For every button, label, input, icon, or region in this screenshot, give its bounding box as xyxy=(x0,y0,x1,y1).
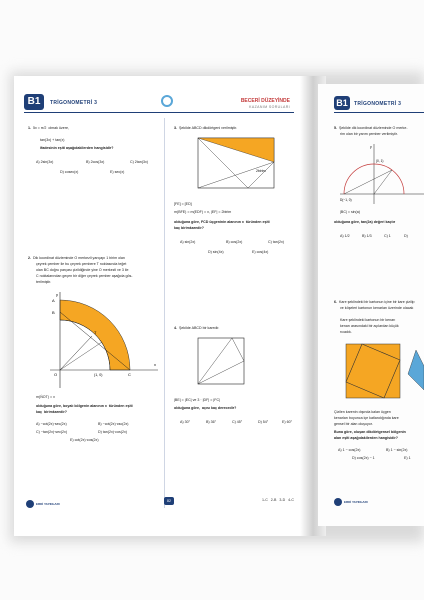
q2-line-3: olan BC doğru parçası çizildiğinde yine O merkezli ve 3 ile xyxy=(36,268,129,272)
q3-question-2: kaç birimkaredir? xyxy=(174,226,204,230)
q2-label-b: B xyxy=(52,310,55,315)
q2-figure xyxy=(40,292,160,388)
q5-option-a[interactable]: A) 1/2 xyxy=(340,234,350,238)
q5-label-left: D(−1, 0) xyxy=(340,198,352,202)
q5-figure xyxy=(340,144,424,204)
q4-option-e[interactable]: E) 60° xyxy=(282,420,293,424)
column-separator xyxy=(164,118,165,508)
publisher-icon xyxy=(26,500,34,508)
q2-radius-ot xyxy=(60,336,92,370)
q3-option-e[interactable]: E) cos(4x) xyxy=(252,250,269,254)
q1-question: ifadesinin eşiti aşağıdakilerden hangisidir? xyxy=(40,146,114,150)
q4-option-b[interactable]: B) 36° xyxy=(206,420,217,424)
q5-option-c[interactable]: C) 1 xyxy=(384,234,391,238)
q3-shaded-triangle xyxy=(198,138,274,162)
q6-text: 6. Kare şeklindeki bir kartonun içine bir kare çizilip xyxy=(334,300,415,304)
q6-footer-1: Çizilen karenin dışında kalan üçgen xyxy=(334,410,391,414)
publisher-name: ERDİ YAYINLARI xyxy=(36,502,60,506)
q5-option-d[interactable]: D) xyxy=(404,234,408,238)
q6-option-d[interactable]: D) cos(2x) − 1 xyxy=(352,456,375,460)
q3-figure xyxy=(196,136,280,192)
q6-line-4: Kare şeklindeki kartonun bir kenarı xyxy=(340,318,396,322)
q2-shaded-region xyxy=(60,300,130,370)
q2-option-d[interactable]: D) tan(2x)·cos(2x) xyxy=(98,430,127,434)
q2-label-o: O xyxy=(54,372,58,377)
q3-condition-1: [FE] = [ED] xyxy=(174,202,192,206)
q5-text: 5. Şekilde dik koordinat düzleminde O merke- xyxy=(334,126,408,130)
right-topic-title: TRİGONOMETRİ 3 xyxy=(354,101,402,107)
q1-text: 1. 5x = π/2 olmak üzere, xyxy=(28,126,69,130)
q4-condition: |BE| = |EC| ve 3 · |DF| = |FC| xyxy=(174,398,221,402)
q2-question-1: olduğuna göre, boyalı bölgenin alanının x türünden eşiti xyxy=(36,404,133,408)
q6-folded-shape xyxy=(408,350,424,390)
q1-option-a[interactable]: A) 2sin(3x) xyxy=(36,160,54,164)
q6-figure xyxy=(344,340,424,400)
q3-option-a[interactable]: A) sin(2x) xyxy=(180,240,196,244)
q3-option-b[interactable]: B) cos(2x) xyxy=(226,240,243,244)
q2-line-5: terilmiştir. xyxy=(36,280,52,284)
topic-title: TRİGONOMETRİ 3 xyxy=(50,100,98,106)
q4-text: 4. Şekilde ABCD bir karedir. xyxy=(174,326,220,330)
q2-text: 2. Dik koordinat düzleminde O merkezli yarıçapı 1 birim olan xyxy=(28,256,125,260)
q6-footer-2: kenarları boyunca içe katlandığında kare xyxy=(334,416,399,420)
q1-option-e[interactable]: E) sec(x) xyxy=(110,170,125,174)
q5-label-point: (0, 1) xyxy=(376,159,384,163)
q4-square xyxy=(198,338,244,384)
answer-key: 1-C 2-B 3-D 4-C xyxy=(262,498,294,502)
q6-line-5: kenarı arasındaki bir açılardan küçük xyxy=(340,324,399,328)
q6-option-a[interactable]: A) 1 − cos(2x) xyxy=(338,448,361,452)
q2-option-c[interactable]: C) −tan(2x)·sec(2x) xyxy=(36,430,68,434)
q5-question: olduğuna göre, tan(2a) değeri kaçtır xyxy=(334,220,396,224)
q2-label-c: C xyxy=(128,372,131,377)
q2-label-t: T xyxy=(94,330,97,335)
right-publisher-name: ERDİ YAYINLARI xyxy=(344,500,368,504)
right-header-rule xyxy=(334,112,424,113)
q3-edge-label: 2birim xyxy=(256,169,266,173)
section-subtitle: KAZANIM SORULARI xyxy=(249,105,290,109)
q4-option-d[interactable]: D) 54° xyxy=(258,420,269,424)
right-publisher-icon xyxy=(334,498,342,506)
publisher-logo-icon xyxy=(161,95,173,107)
q4-option-c[interactable]: C) 45° xyxy=(232,420,243,424)
q6-question-1: Buna göre, oluşan dikdörtgensel bölgenin xyxy=(334,430,406,434)
q2-option-a[interactable]: A) −cot(2x)·sec(2x) xyxy=(36,422,67,426)
header-rule xyxy=(24,112,294,113)
q6-option-b[interactable]: B) 1 − sin(2x) xyxy=(386,448,408,452)
q2-segment xyxy=(60,342,102,370)
q2-option-b[interactable]: B) −cot(2x)·csc(2x) xyxy=(98,422,129,426)
section-title: BECERİ DÜZEYİNDE xyxy=(240,98,290,104)
q6-line-2: ve köşeleri kartonun kenarları üzerinde olacak xyxy=(340,306,414,310)
q4-question: olduğuna göre, açısı kaç derecedir? xyxy=(174,406,237,410)
q6-footer-3: gensel bir alan oluşuyor. xyxy=(334,422,373,426)
q4-option-a[interactable]: A) 30° xyxy=(180,420,191,424)
q3-option-c[interactable]: C) tan(2x) xyxy=(268,240,284,244)
q1-option-d[interactable]: D) cosec(x) xyxy=(60,170,79,174)
q3-question-1: olduğuna göre, FCD üçgeninin alanının x türünden eşiti xyxy=(174,220,270,224)
q2-label-origin: (1, 0) xyxy=(94,373,103,377)
q5-line-2: rim olan bir yarım çember verilmiştir. xyxy=(340,132,398,136)
page-number: 82 xyxy=(164,497,174,505)
q3-condition-2: m(BFE) = m(EDF) = x, |EF| = 2birim xyxy=(174,210,232,214)
q2-option-e[interactable]: E) cot(2x)·cos(2x) xyxy=(70,438,99,442)
q2-label-x: x xyxy=(154,362,156,367)
q4-figure xyxy=(196,336,248,388)
q2-angle-condition: m(ŃOT) = x xyxy=(36,395,55,399)
q5-label-y: y xyxy=(370,145,372,149)
q2-label-a: A xyxy=(52,298,55,303)
q1-expression: tan(3x) + tan(x) xyxy=(40,138,65,142)
q2-question-2: kaç birimkaredir? xyxy=(36,410,67,414)
q5-option-b[interactable]: B) 1/3 xyxy=(362,234,372,238)
q1-option-c[interactable]: C) 2tan(3x) xyxy=(130,160,148,164)
q2-label-y: y xyxy=(56,292,58,297)
q6-option-e[interactable]: E) 1 xyxy=(404,456,411,460)
q6-question-2: alan eşiti aşağıdakilerden hangisidir? xyxy=(334,436,398,440)
q2-line-2: çeyrek çember ile bu çeyrek çembere T noktasında teğet xyxy=(36,262,127,266)
q2-line-4: C noktalarından geçen bir diğer çeyrek çember aşağıda gös- xyxy=(36,274,133,278)
q1-option-b[interactable]: B) 2cos(3x) xyxy=(86,160,105,164)
q3-text: 3. Şekilde ABCD dikdörtgeni verilmiştir. xyxy=(174,126,238,130)
q6-line-6: rıcadık. xyxy=(340,330,352,334)
chapter-badge: B1 xyxy=(24,94,44,110)
q3-option-d[interactable]: D) sin(4x) xyxy=(208,250,224,254)
q5-condition: |BC| = sin(a) xyxy=(340,210,360,214)
right-chapter-badge: B1 xyxy=(334,96,350,110)
